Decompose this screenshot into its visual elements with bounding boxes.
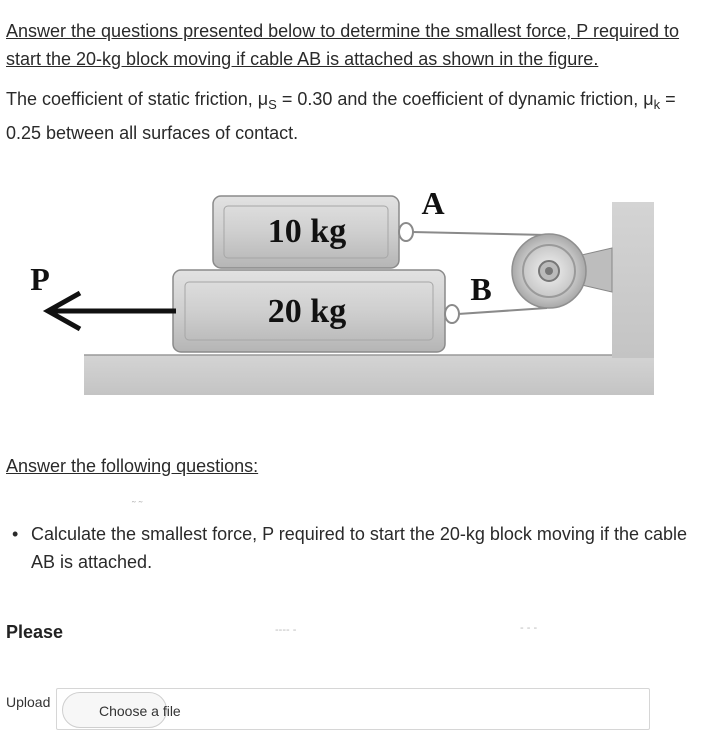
friction-coefficients bbox=[6, 85, 702, 147]
mu-s-subscript: S bbox=[268, 97, 277, 112]
mu-k-subscript: k bbox=[653, 97, 661, 112]
faint-mark: ‐ ‐ ‐ bbox=[520, 622, 538, 634]
friction-prefix: The coefficient of static friction, μ bbox=[6, 89, 269, 109]
pulley bbox=[512, 234, 586, 308]
friction-suffix: = 0.25 between all surfaces of contact. bbox=[6, 89, 676, 143]
point-a-label: A bbox=[421, 185, 445, 221]
friction-mid: = 0.30 and the coefficient of dynamic friction, μ bbox=[276, 89, 654, 109]
block-pulley-figure bbox=[0, 180, 704, 410]
force-arrow bbox=[48, 293, 176, 329]
bottom-block-label: 20 kg bbox=[267, 293, 347, 330]
faint-mark: ˜ ˜ bbox=[132, 500, 143, 512]
choose-file-button[interactable]: Choose a file bbox=[62, 692, 167, 728]
faint-mark: ‐‐‐‐ ‐ bbox=[275, 624, 297, 636]
question-text: Calculate the smallest force, P required to start the 20-kg block moving if the cable AB is attached. bbox=[31, 524, 687, 572]
top-block-label: 10 kg bbox=[267, 213, 347, 250]
questions-heading: Answer the following questions: bbox=[6, 456, 259, 476]
force-label: P bbox=[30, 261, 50, 297]
upload-label: Upload bbox=[6, 694, 51, 710]
please-label: Please bbox=[6, 622, 64, 642]
question-intro: Answer the questions presented below to determine the smallest force, P required to start the 20-kg block moving if cable AB is attached as shown in the figure. bbox=[6, 21, 680, 69]
bullet-icon: • bbox=[12, 524, 19, 544]
point-b-label: B bbox=[470, 271, 492, 307]
